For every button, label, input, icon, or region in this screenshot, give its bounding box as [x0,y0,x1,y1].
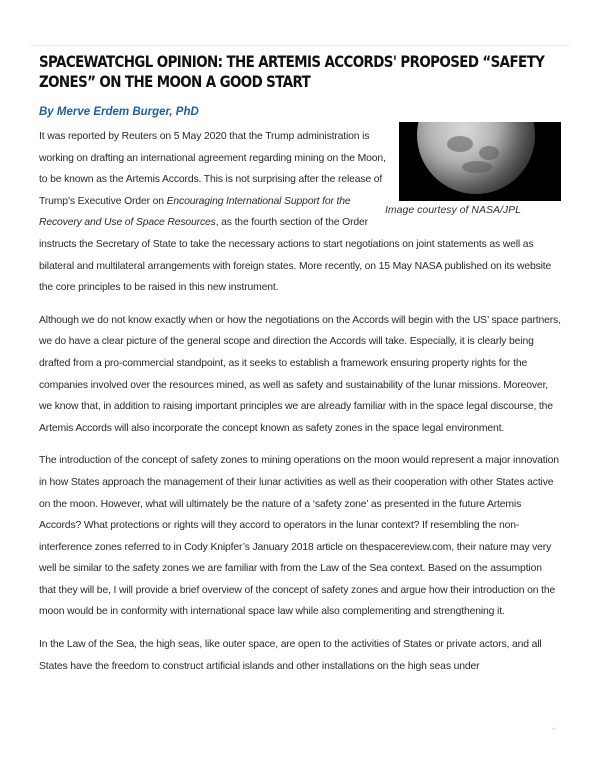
paragraph-2: Although we do not know exactly when or how the negotiations on the Accords will begin with the US’ space partners, we do have a clear picture of the general scope and direction the Accords will take. Especially, it is clearly being drafted from a pro-commercial standpoint, as it seeks to establish a framework ensuring property rights for the companies involved over the resources mined, as well as safety and sustainability of the lunar missions. Moreover, we know that, in addition to raising important principles we are already familiar with in the space legal discourse, the Artemis Accords will also incorporate the concept known as safety zones in the space legal environment. [39,314,561,434]
top-divider [30,45,570,46]
executive-order-title: Encouraging International Support for the Recovery and Use of Space Resources [39,195,351,229]
image-caption: Image courtesy of NASA/JPL [385,204,521,216]
article [39,52,561,688]
chevron-up-icon[interactable]: ⌃ [550,726,558,736]
moon-mare [462,161,492,173]
paragraph-1-text-cont: , as the fourth section of the Order instructs the Secretary of State to take the necessary actions to start negotiations on joint statements as well as bilateral and multilateral arrangements with foreign states. More recently, on 15 May NASA published on its website the core principles to be raised in this new instrument. [39,217,552,294]
paragraph-1-text: It was reported by Reuters on 5 May 2020 that the Trump administration is working on drafting an international agreement regarding mining on the Moon, to be known as the Artemis Accords. This is not surprising after the release of Trump’s Executive Order on [39,131,386,207]
paragraph-4: In the Law of the Sea, the high seas, like outer space, are open to the activities of States or private actors, and all States have the freedom to construct artificial islands and other installations on the high seas under [39,639,542,672]
moon-mare [479,146,499,160]
article-figure [385,122,561,217]
moon-mare [447,136,473,152]
paragraph-3: The introduction of the concept of safety zones to mining operations on the moon would represent a major innovation in how States approach the management of their lunar activities as well as their cooperation with other States active on the moon. However, what will ultimately be the nature of a ‘safety zone’ as presented in the future Artemis Accords? What protections or rights will they accord to operators in the lunar context? If resembling the non-interference zones referred to in Cody Knipfer’s January 2018 article on thespacereview.com, their nature may very well be similar to the safety zones we are familiar with from the Law of the Sea context. Based on the assumption that they will be, I will provide a brief overview of the concept of safety zones and argue how their introduction on the moon would be in conformity with international space law while also complementing and strengthening it. [39,455,559,618]
moon-image [399,122,561,201]
article-title: SPACEWATCHGL OPINION: THE ARTEMIS ACCORDS' PROPOSED “SAFETY ZONES” ON THE MOON A GOOD START [39,53,545,91]
moon-disc [417,122,535,194]
article-byline[interactable]: By Merve Erdem Burger, PhD [39,106,199,118]
